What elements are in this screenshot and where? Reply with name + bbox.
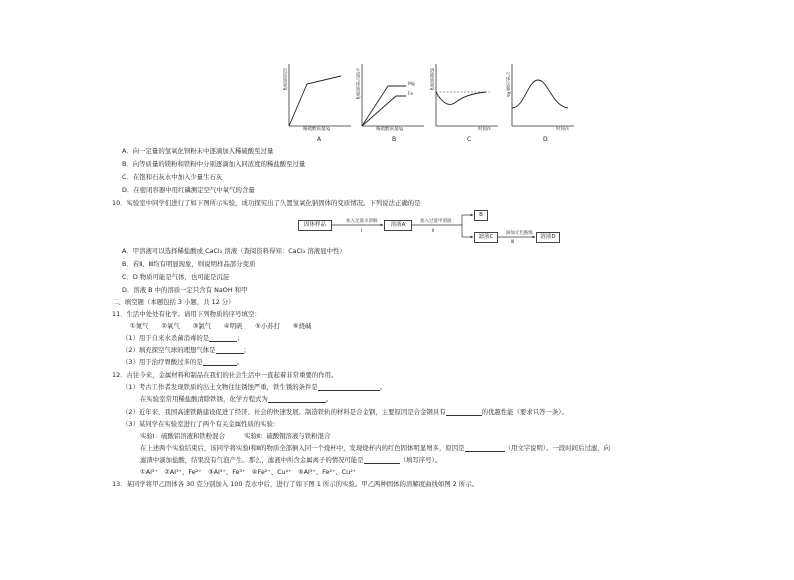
q10-flow-diagram xyxy=(298,210,560,246)
q12-blank-1b[interactable] xyxy=(268,396,326,403)
graph-a-curve xyxy=(289,76,341,126)
q12-stem: 12．古往今来，金属材料和制品在我们的社会生活中一直起着非常重要的作用。 xyxy=(112,371,338,379)
graph-a xyxy=(283,62,355,132)
flow-final-box: 溶液D xyxy=(536,232,560,243)
q12-blank-3b[interactable] xyxy=(364,457,400,464)
q12-3: （3）某同学在实验室进行了两个有关金属性质的实验： xyxy=(122,420,280,428)
section-2-heading: 二、填空题（本题包括 3 小题，共 12 分） xyxy=(112,298,235,306)
q12-3b-text: 滤渣中滴加盐酸，结果没有气泡产生。那么，滤液中所含金属离子的情况可能是 xyxy=(140,456,364,464)
graph-d-xlabel: 时间/s xyxy=(556,127,569,132)
flow-step3-no: Ⅲ xyxy=(511,240,515,245)
graph-b-xlabel: 稀硫酸质量/g xyxy=(376,127,403,132)
graph-c xyxy=(430,62,502,132)
q12-3-experiments: 实验Ⅰ：硫酸铝溶液和铁粉混合 实验Ⅱ：硫酸铜溶液与铁粉混合 xyxy=(140,432,331,440)
flow-b-box: B xyxy=(474,210,488,221)
q13-stem: 13．某同学将甲乙固体各 30 克分别加入 100 克水中后，进行了如下图 1 所示的实验。甲乙两种固体的溶解度曲线如图 2 所示。 xyxy=(112,480,478,488)
q9-option-c: C．在饱和石灰水中加入少量生石灰 xyxy=(122,173,223,181)
q10-option-c: C．D 物质可能是气体，也可能是沉淀 xyxy=(122,273,230,281)
flow-solution-a-box: 溶液A xyxy=(384,220,412,231)
q12-1b: 在实验室常用稀盐酸清除铁锈，化学方程式为 。 xyxy=(140,395,333,403)
graph-d-ylabel: 气体压强/Pa xyxy=(505,72,510,97)
flow-sample-box: 固体样品 xyxy=(298,220,332,231)
graph-b-line-fe xyxy=(362,96,406,126)
q11-blank-3[interactable] xyxy=(203,359,237,366)
q10-option-d: D．溶液 B 中的溶质一定只含有 NaOH 和甲 xyxy=(122,286,248,294)
graph-b-fe-label: Fe xyxy=(408,92,414,97)
graph-b-mg-label: Mg xyxy=(408,82,415,87)
graph-d-curve xyxy=(512,80,568,108)
graph-c-curve xyxy=(436,92,486,104)
q12-1b-text: 在实验室常用稀盐酸清除铁锈，化学方程式为 xyxy=(140,395,268,403)
q9-option-d: D．在密闭容器中用红磷测定空气中氧气的含量 xyxy=(122,186,255,194)
q11-item-1-text: （1）用于自来水杀菌消毒的是 xyxy=(122,334,210,342)
q12-2-tail: 的优越性能（要求只答一条）。 xyxy=(481,408,568,416)
q12-1a-text: （1）考古工作者发现铁质的出土文物往往锈蚀严重，铁生锈的条件是 xyxy=(122,383,318,391)
q12-blank-3a[interactable] xyxy=(465,445,505,452)
q11-blank-2[interactable] xyxy=(216,347,244,354)
q12-3a-tail: （用文字说明）。一段时间后过滤，向 xyxy=(504,444,611,452)
q12-2-text: （2）近年来，我国高速铁路建设促进了经济、社会的快速发展。制造铁轨的材料是合金钢，主要原因是合金钢具有 xyxy=(122,408,446,416)
graph-d xyxy=(506,62,578,132)
flow-step1-label: 加入足量水溶解 xyxy=(346,219,378,224)
flow-step2-label: 加入过量甲溶液 xyxy=(420,219,452,224)
graph-c-ylabel: 溶液质量/g xyxy=(429,68,434,91)
q11-item-3-text: （3）用于治疗胃酸过多的是 xyxy=(122,358,203,366)
q9-option-a: A．向一定量的氢氧化钡粉末中逐滴加入稀硫酸至过量 xyxy=(122,147,274,155)
graph-b-ylabel: 生成气体质量/g xyxy=(355,68,360,100)
graph-b-letter: B xyxy=(392,136,397,143)
q10-option-a: A．甲溶液可以选择稀盐酸或 CaCl₂ 溶液（查阅资料得知：CaCl₂ 溶液显中性） xyxy=(122,247,346,255)
q12-blank-2[interactable] xyxy=(446,409,482,416)
flow-step2-no: Ⅱ xyxy=(432,229,435,234)
graph-a-ylabel: 沉淀质量/g xyxy=(282,68,287,91)
q10-option-b: B．若Ⅱ、Ⅲ均有明显现象，则说明样品部分变质 xyxy=(122,260,256,268)
q11-blank-1[interactable] xyxy=(209,335,237,342)
q12-blank-1a[interactable] xyxy=(318,384,380,391)
q11-choices: ①氮气 ②氧气 ③氯气 ④明矾 ⑤小苏打 ⑥烧碱 xyxy=(130,322,312,330)
graph-d-letter: D xyxy=(543,136,548,143)
flow-filtrate-box: 滤液C xyxy=(474,232,498,243)
q11-item-2-text: （2）填充探空气球的理想气体是 xyxy=(122,346,216,354)
q12-3a xyxy=(140,444,610,452)
graph-a-letter: A xyxy=(317,136,322,143)
q12-3a-text: 在上述两个实验结束后，该同学将实验Ⅰ和Ⅱ的物质全部倒入同一个烧杯中，发现烧杯内的红色固体明显增多，原因是 xyxy=(140,444,465,452)
graph-a-xlabel: 稀硫酸质量/g xyxy=(303,127,330,132)
graph-b-svg xyxy=(356,62,428,132)
q12-ions: ①Al³⁺ ②Al³⁺、Fe²⁺ ③Al³⁺、Fe³⁺ ④Fe²⁺、Cu²⁺ ⑤Al³⁺、Fe²⁺、Cu²⁺ xyxy=(140,468,357,476)
q12-2 xyxy=(122,408,568,416)
q11-item-3: （3）用于治疗胃酸过多的是 。 xyxy=(122,358,244,366)
q11-item-1: （1）用于自来水杀菌消毒的是 ； xyxy=(122,334,244,342)
flow-arrows xyxy=(298,210,560,246)
flow-step3-label: 滴加无色酚酞 xyxy=(506,231,533,236)
graph-a-svg xyxy=(283,62,355,132)
graph-c-letter: C xyxy=(467,136,472,143)
graph-c-xlabel: 时间/s xyxy=(478,127,491,132)
q12-3b-tail: （填写序号）。 xyxy=(399,456,442,464)
q10-stem: 10．实验室中同学们进行了如下图所示实验，成功探究出了久置氢氧化钠固体的变质情况。下列说法正确的是 xyxy=(112,199,421,207)
graph-c-svg xyxy=(430,62,502,132)
q12-1a: （1）考古工作者发现铁质的出土文物往往锈蚀严重，铁生锈的条件是 。 xyxy=(122,383,387,391)
q11-stem: 11．生活中处处有化学。请用下列物质的序号填空： xyxy=(112,310,261,318)
q9-option-b: B．向等质量的镁粉和铁粉中分别逐滴加入同浓度的稀盐酸至过量 xyxy=(122,160,306,168)
graph-b xyxy=(356,62,428,132)
q12-3b xyxy=(140,456,441,464)
graph-d-svg xyxy=(506,62,578,132)
q11-item-2: （2）填充探空气球的理想气体是 ； xyxy=(122,346,250,354)
flow-step1-no: Ⅰ xyxy=(361,229,363,234)
